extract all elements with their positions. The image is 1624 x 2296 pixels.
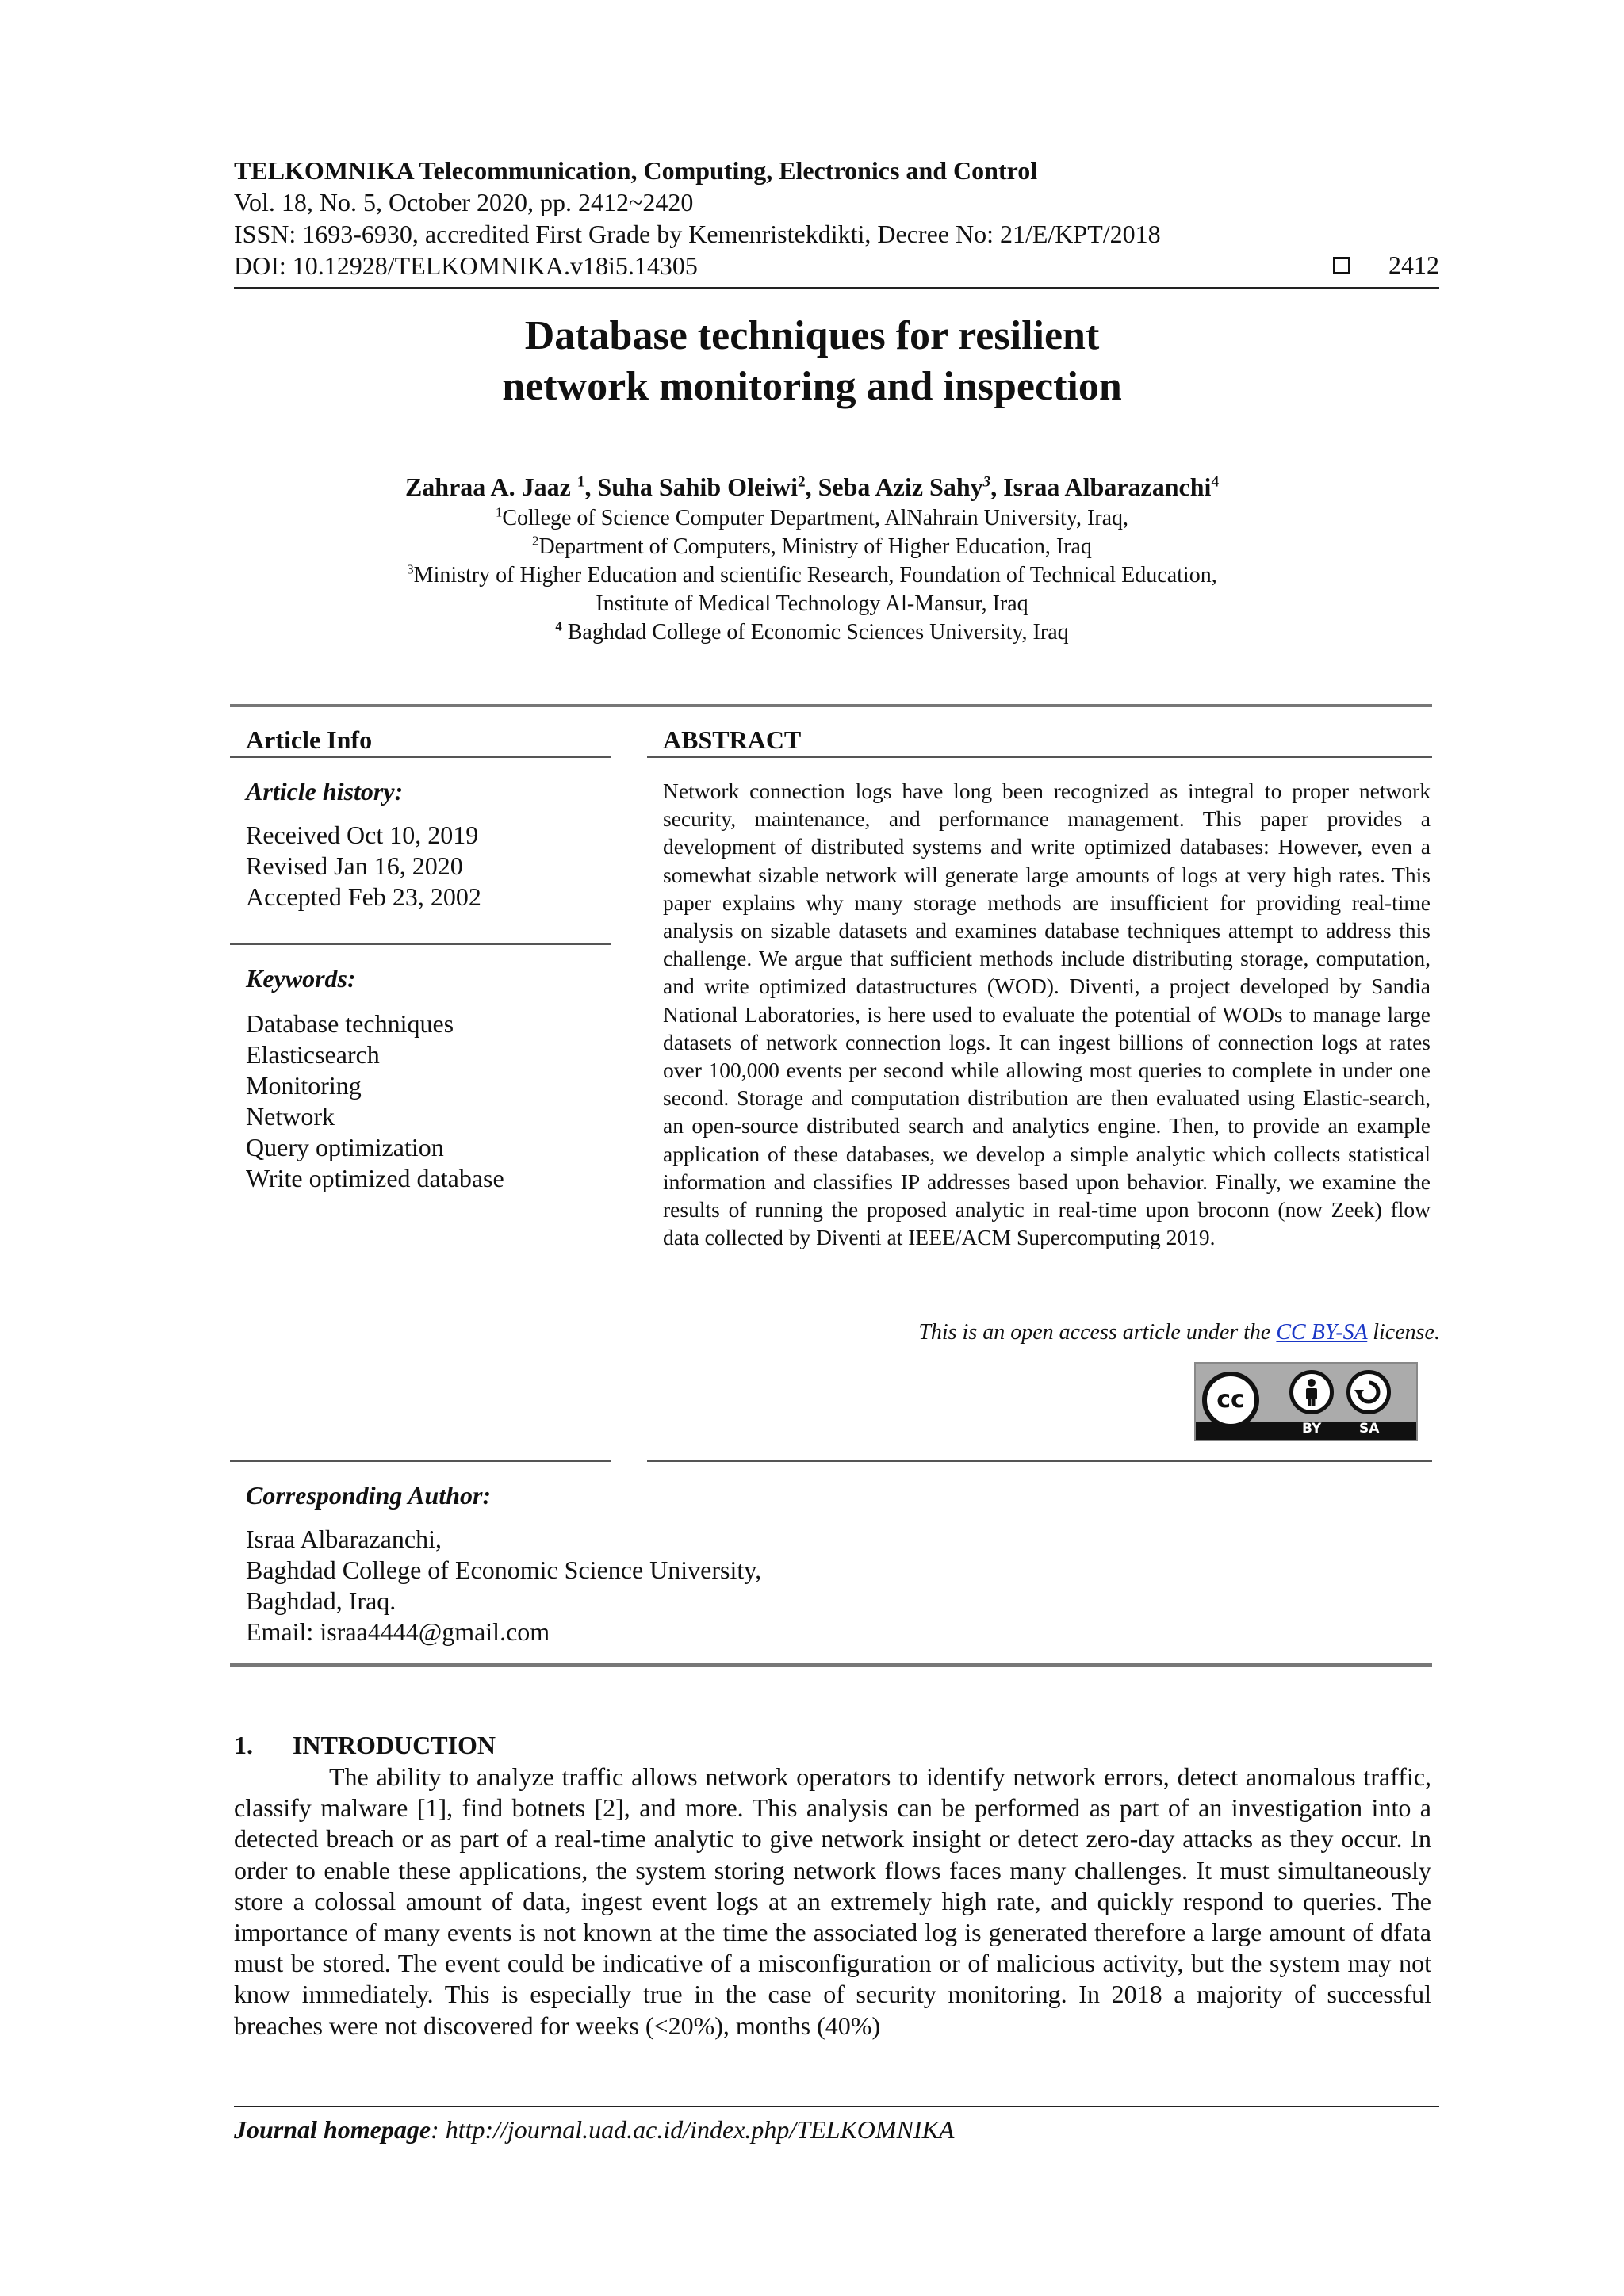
journal-volume: Vol. 18, No. 5, October 2020, pp. 2412~2420 <box>234 188 694 216</box>
badge-by-label: BY <box>1302 1421 1322 1437</box>
author-name: , Suha Sahib Oleiwi <box>584 473 798 501</box>
affil-mark: 2 <box>532 533 539 549</box>
license-suffix: license. <box>1367 1320 1440 1345</box>
article-history-heading: Article history: <box>246 777 404 806</box>
share-alike-icon <box>1346 1370 1391 1414</box>
affil-text: Institute of Medical Technology Al-Mansur, Iraq <box>596 591 1028 616</box>
affil-text: College of Science Computer Department, AlNahrain University, Iraq, <box>502 506 1129 530</box>
affil-text: Baghdad College of Economic Sciences University, Iraq <box>561 620 1069 645</box>
affiliation-line <box>0 533 1624 561</box>
license-prefix: This is an open access article under the <box>918 1320 1277 1345</box>
header-divider <box>234 287 1439 289</box>
journal-issn: ISSN: 1693-6930, accredited First Grade by Kemenristekdikti, Decree No: 21/E/KPT/2018 <box>234 220 1161 248</box>
section-title: INTRODUCTION <box>293 1731 496 1759</box>
author-contact-name: Israa Albarazanchi, <box>246 1525 442 1553</box>
affil-text: Ministry of Higher Education and scientific Research, Foundation of Technical Education, <box>413 563 1217 587</box>
keywords-rule <box>230 943 611 945</box>
article-history <box>246 820 481 913</box>
affil-mark: 1 <box>495 504 503 520</box>
abstract-rule <box>647 756 1432 758</box>
author-name: , Seba Aziz Sahy <box>805 473 983 501</box>
corresponding-rule-right <box>647 1460 1432 1462</box>
affil-mark: 4 <box>555 618 562 634</box>
license-notice <box>918 1320 1440 1345</box>
info-top-rule <box>230 704 1432 707</box>
paper-title <box>0 311 1624 412</box>
affil-mark: 3 <box>407 561 414 577</box>
keywords-heading: Keywords: <box>246 964 356 993</box>
author-list <box>0 473 1624 502</box>
page-info <box>1333 251 1439 280</box>
corresponding-author-heading: Corresponding Author: <box>246 1481 492 1510</box>
checkbox-square-icon <box>1333 257 1350 274</box>
info-bottom-rule <box>230 1663 1432 1667</box>
author-contact-institution: Baghdad College of Economic Science University, <box>246 1556 762 1584</box>
person-icon-glyph <box>1293 1374 1330 1410</box>
title-line-2: network monitoring and inspection <box>502 364 1122 409</box>
badge-sa-label: SA <box>1359 1421 1380 1437</box>
keyword-item: Write optimized database <box>246 1164 504 1192</box>
author-affil-mark: 1 <box>576 473 585 491</box>
journal-name: TELKOMNIKA Telecommunication, Computing, Electronics and Control <box>234 156 1038 185</box>
keyword-list <box>246 1008 504 1194</box>
keyword-item: Network <box>246 1102 335 1131</box>
journal-homepage <box>234 2115 954 2145</box>
footer-divider <box>234 2106 1439 2107</box>
revised-date: Revised Jan 16, 2020 <box>246 851 463 880</box>
affiliation-line <box>0 618 1624 647</box>
title-line-1: Database techniques for resilient <box>524 313 1100 358</box>
affiliation-line <box>0 504 1624 533</box>
accepted-date: Accepted Feb 23, 2002 <box>246 882 481 911</box>
author-contact-email[interactable]: Email: israa4444@gmail.com <box>246 1617 550 1646</box>
author-affil-mark: 3 <box>982 473 991 491</box>
affiliation-line <box>0 590 1624 618</box>
introduction-paragraph: The ability to analyze traffic allows network operators to identify network errors, detect anomalous traffic, classify malware [1], find botnets [2], and more. This analysis can be performed as part of an investigation into a detected breach or as part of a real-time analytic to give network insight or detect zero-day attacks as they occur. In order to enable these applications, the system storing network flows faces many challenges. It must simultaneously store a colossal amount of data, ingest event logs at an extremely high rate, and quickly respond to queries. The importance of many events is not known at the time the associated log is generated therefore a large amount of dfata must be stored. The event could be indicative of a misconfiguration or of malicious activity, but the system may not know immediately. This is especially true in the case of security monitoring. In 2018 a majority of successful breaches were not discovered for weeks (<20%), months (40%) <box>234 1762 1431 2040</box>
abstract-heading: ABSTRACT <box>663 725 802 754</box>
person-icon <box>1289 1370 1334 1414</box>
keyword-item: Elasticsearch <box>246 1040 380 1069</box>
license-link[interactable]: CC BY-SA <box>1276 1320 1368 1345</box>
abstract-text: Network connection logs have long been recognized as integral to proper network security, maintenance, and performance management. This paper provides a development of distributed systems and write optimized databases: However, even a somewhat sizable network will generate large amounts of logs at very high rates. This paper explains why many storage methods are insufficient for providing real-time analysis on sizable datasets and examines database techniques attempt to address this challenge. We argue that sufficient methods include distributing storage, computation, and write optimized datastructures (WOD). Diventi, a project developed by Sandia National Laboratories, is here used to evaluate the potential of WODs to manage large datasets of network connection logs. It can ingest billions of connection logs at rates over 100,000 events per second while allowing most queries to complete in under one second. Storage and computation distribution are then evaluated using Elastic-search, an open-source distributed search and analytics engine. Then, to provide an example application of these databases, we develop a simple analytic which collects statistical information and classifies IP addresses based upon behavior. Finally, we examine the results of running the proposed analytic in real-time upon broconn (now Zeek) flow data collected by Diventi at IEEE/ACM Supercomputing 2019. <box>663 779 1431 1250</box>
section-heading <box>234 1731 496 1760</box>
corresponding-rule-left <box>230 1460 611 1462</box>
page-number: 2412 <box>1388 251 1439 279</box>
section-number: 1. <box>234 1731 253 1759</box>
article-info-heading: Article Info <box>246 725 373 754</box>
author-name: , Israa Albarazanchi <box>990 473 1212 501</box>
cc-icon: cc <box>1202 1372 1259 1429</box>
cc-by-sa-badge[interactable] <box>1194 1362 1418 1441</box>
article-info-rule <box>230 756 611 758</box>
author-affil-mark: 4 <box>1211 473 1220 491</box>
author-name: Zahraa A. Jaaz <box>404 473 577 501</box>
affiliations <box>0 504 1624 647</box>
keyword-item: Monitoring <box>246 1071 362 1100</box>
author-contact-city: Baghdad, Iraq. <box>246 1586 396 1615</box>
keyword-item: Query optimization <box>246 1133 444 1161</box>
footer-url[interactable]: : http://journal.uad.ac.id/index.php/TELKOMNIKA <box>431 2115 955 2144</box>
journal-doi: DOI: 10.12928/TELKOMNIKA.v18i5.14305 <box>234 251 698 280</box>
affil-text: Department of Computers, Ministry of Higher Education, Iraq <box>538 534 1092 559</box>
keyword-item: Database techniques <box>246 1009 454 1038</box>
share-alike-icon-glyph <box>1350 1374 1387 1410</box>
author-affil-mark: 2 <box>797 473 806 491</box>
footer-label: Journal homepage <box>234 2115 431 2144</box>
affiliation-line <box>0 561 1624 590</box>
journal-header <box>234 155 1439 281</box>
corresponding-author-details <box>246 1524 761 1647</box>
received-date: Received Oct 10, 2019 <box>246 821 479 849</box>
